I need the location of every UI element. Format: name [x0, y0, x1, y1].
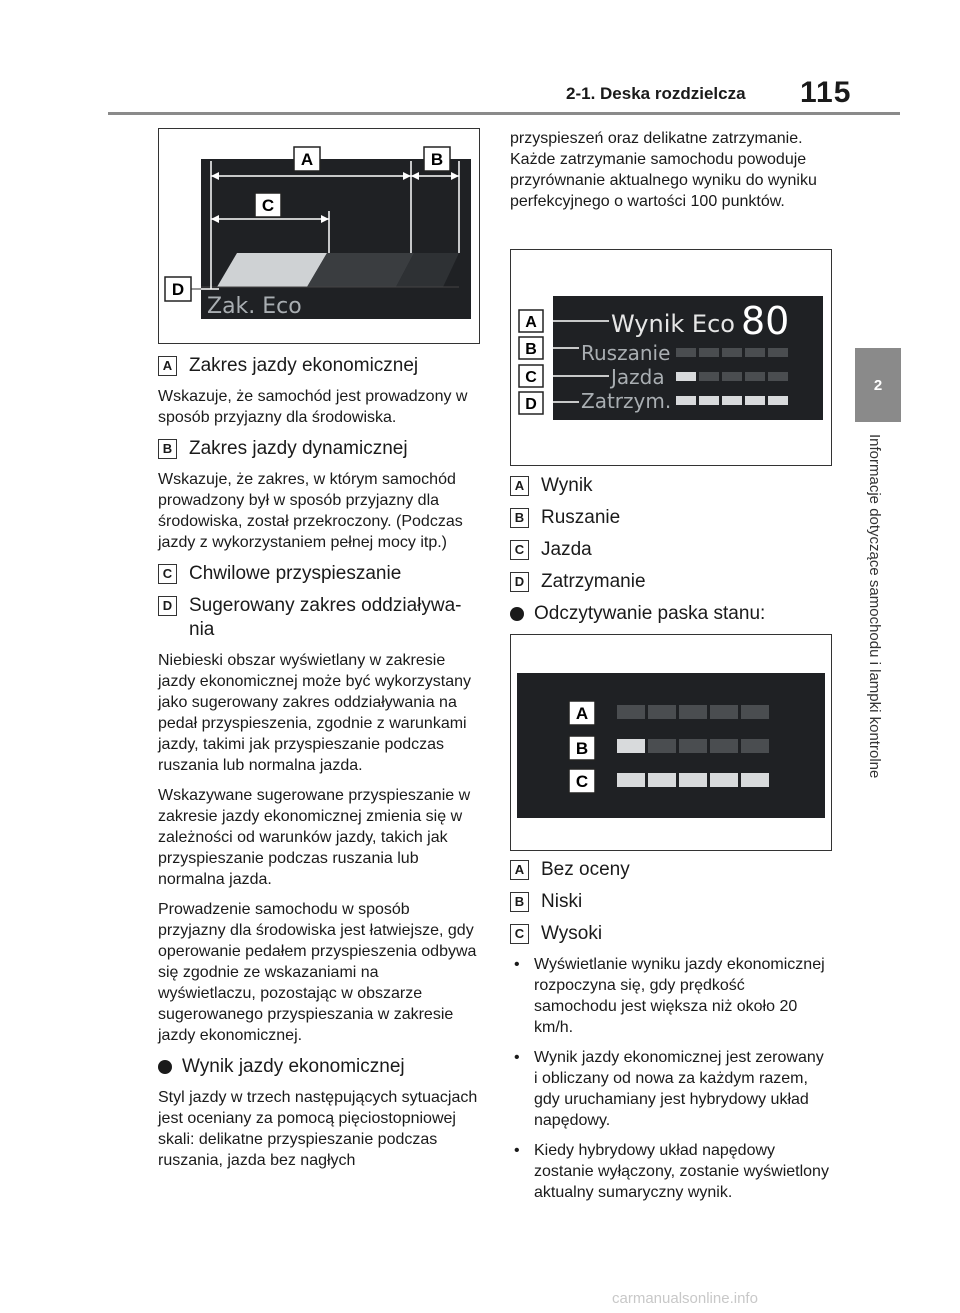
level-segment	[676, 372, 696, 381]
letter-box: A	[510, 476, 529, 496]
level-segment	[699, 348, 719, 357]
fig2-callout-c	[519, 365, 543, 387]
fig3-callout-c	[569, 769, 595, 793]
chapter-tab: 2	[855, 348, 901, 422]
label-a	[510, 474, 830, 498]
chapter-title: Informacje dotyczące samochodu i lampki kontrolne	[866, 434, 883, 779]
list-marker: •	[514, 1142, 520, 1159]
bullet-dot-icon	[510, 607, 524, 621]
bullet-title: Wynik jazdy ekonomicznej	[182, 1056, 405, 1077]
label-text: Jazda	[541, 539, 592, 560]
svg-text:D: D	[171, 280, 185, 299]
fig3-callout-a	[569, 701, 595, 725]
fig2-callout-b	[519, 337, 543, 359]
list-marker: •	[514, 1049, 520, 1066]
paragraph: przyspieszeń oraz delikatne zatrzymanie. Każde zatrzymanie samochodu powoduje przyrównanie aktualnego wyniku do wyniku perfekcyjnego o wartości 100 punktów.	[510, 130, 817, 210]
label-d	[158, 594, 478, 642]
level-segment	[768, 372, 788, 381]
label-text: Wynik	[541, 475, 593, 496]
right-intro	[510, 128, 830, 221]
list-text: Wynik jazdy ekonomicznej jest zerowany i obliczany od nowa za każdym razem, gdy uruchamiany jest hybrydowy układ napędowy.	[534, 1049, 824, 1129]
fig3-bars	[617, 705, 769, 787]
label-b	[158, 437, 478, 461]
letter-box: B	[510, 892, 529, 912]
label-text: Ruszanie	[541, 507, 621, 528]
section-bullet	[158, 1055, 478, 1079]
letter-box: D	[158, 596, 177, 616]
watermark: carmanualsonline.info	[612, 1290, 758, 1307]
label-c	[510, 922, 830, 946]
paragraph: Prowadzenie samochodu w sposób przyjazny dla środowiska jest łatwiejsze, gdy operowanie pedałem przyspieszenia odbywa się zgodnie ze wskazaniami na wyświetlaczu, pozostając w obszarze sugerowanego przyspieszania w zakresie jazdy ekonomicznej.	[158, 901, 477, 1044]
level-segment	[722, 372, 742, 381]
level-segment	[710, 705, 738, 719]
level-segment	[741, 705, 769, 719]
section-bullet	[510, 602, 830, 626]
label-text: Wysoki	[541, 923, 603, 944]
svg-text:C: C	[575, 772, 589, 791]
list-text: Kiedy hybrydowy układ napędowy zostanie wyłączony, zostanie wyświetlony aktualny sumaryczny wynik.	[534, 1142, 829, 1201]
svg-text:A: A	[300, 150, 314, 169]
svg-text:A: A	[575, 704, 589, 723]
level-segment	[699, 396, 719, 405]
level-segment	[710, 739, 738, 753]
level-segment	[722, 396, 742, 405]
letter-box: C	[510, 540, 529, 560]
header-rule	[108, 112, 900, 115]
level-segment	[722, 348, 742, 357]
level-segment	[617, 739, 645, 753]
svg-text:B: B	[575, 739, 589, 758]
svg-text:A: A	[525, 314, 537, 331]
level-segment	[745, 396, 765, 405]
label-a	[510, 858, 830, 882]
letter-box: A	[510, 860, 529, 880]
paragraph: Wskazuje, że zakres, w którym samochód prowadzony był w sposób przyjazny dla środowiska, został przekroczony. (Podczas jazdy z wykorzystaniem pełnej mocy itp.)	[158, 471, 463, 551]
figure-eco-zone	[158, 128, 480, 344]
paragraph: Wskazywane sugerowane przyspieszanie w zakresie jazdy ekonomicznej zmienia się w zależności od warunków jazdy, takich jak przyspieszanie podczas ruszania lub normalna jazda.	[158, 787, 471, 888]
fig1-callout-b	[424, 147, 450, 171]
right-bottom	[510, 858, 830, 1212]
letter-box: B	[510, 508, 529, 528]
eco-zone-illustration	[159, 129, 479, 343]
svg-text:B: B	[430, 150, 444, 169]
section-title: 2-1. Deska rozdzielcza	[566, 84, 746, 103]
level-segment	[745, 348, 765, 357]
paragraph: Styl jazdy w trzech następujących sytuacjach jest oceniany za pomocą pięciostopniowej skali: delikatne przyspieszanie podczas ruszania, jazda bez nagłych	[158, 1089, 478, 1169]
fig1-callout-a	[294, 147, 320, 171]
list-text: Wyświetlanie wyniku jazdy ekonomicznej rozpoczyna się, gdy prędkość samochodu jest większa niż około 20 km/h.	[534, 956, 825, 1036]
level-segment	[699, 372, 719, 381]
paragraph: Niebieski obszar wyświetlany w zakresie jazdy ekonomicznej może być wykorzystany jako sugerowany zakres oddziaływania na pedał przyspieszenia, zgodnie z warunkami jazdy, takimi jak przyspieszanie podczas ruszania lub normalna jazda.	[158, 652, 472, 774]
page-number: 115	[800, 76, 852, 109]
right-middle	[510, 474, 830, 634]
level-segment	[741, 739, 769, 753]
svg-text:C: C	[525, 369, 537, 386]
label-text: Zatrzymanie	[541, 571, 646, 592]
level-segment	[617, 705, 645, 719]
paragraph: Wskazuje, że samochód jest prowadzony w sposób przyjazny dla środowiska.	[158, 388, 468, 426]
row-label-drive: Jazda	[611, 365, 665, 389]
eco-zone-screen-text: Zak. Eco	[207, 294, 302, 319]
status-bar-illustration	[511, 635, 831, 850]
level-segment	[648, 739, 676, 753]
fig2-bars	[676, 348, 788, 405]
level-segment	[617, 773, 645, 787]
figure-eco-score	[510, 249, 832, 466]
level-segment	[745, 372, 765, 381]
label-text: Chwilowe przyspieszanie	[189, 563, 402, 584]
figure-status-bar	[510, 634, 832, 851]
label-d	[510, 570, 830, 594]
row-label-start: Ruszanie	[581, 341, 671, 365]
label-a	[158, 354, 478, 378]
level-segment	[676, 396, 696, 405]
svg-text:D: D	[525, 396, 537, 413]
label-c	[510, 538, 830, 562]
bullet-dot-icon	[158, 1060, 172, 1074]
label-b	[510, 506, 830, 530]
letter-box: D	[510, 572, 529, 592]
label-text: Sugerowany zakres oddziaływania	[189, 595, 462, 640]
fig2-callout-d	[519, 392, 543, 414]
fig2-callout-a	[519, 310, 543, 332]
eco-score-illustration	[511, 250, 831, 465]
label-text: Bez oceny	[541, 859, 630, 880]
level-segment	[679, 739, 707, 753]
level-segment	[679, 705, 707, 719]
level-segment	[679, 773, 707, 787]
level-segment	[710, 773, 738, 787]
label-text: Zakres jazdy ekonomicznej	[189, 355, 419, 376]
level-segment	[676, 348, 696, 357]
list-marker: •	[514, 956, 520, 973]
svg-text:B: B	[525, 341, 537, 358]
score-value: 80	[741, 299, 790, 343]
letter-box: A	[158, 356, 177, 376]
fig1-callout-d	[165, 277, 191, 301]
level-segment	[768, 348, 788, 357]
svg-text:C: C	[261, 196, 275, 215]
level-segment	[768, 396, 788, 405]
score-label: Wynik Eco	[611, 310, 735, 338]
level-segment	[741, 773, 769, 787]
letter-box: C	[158, 564, 177, 584]
label-c	[158, 562, 478, 586]
bullet-title: Odczytywanie paska stanu:	[534, 603, 766, 624]
label-text: Zakres jazdy dynamicznej	[189, 438, 408, 459]
list-item	[510, 1140, 830, 1203]
fig3-callout-b	[569, 736, 595, 760]
left-column	[158, 354, 478, 1180]
fig1-callout-c	[255, 193, 281, 217]
list-item	[510, 1047, 830, 1131]
label-text: Niski	[541, 891, 583, 912]
letter-box: C	[510, 924, 529, 944]
letter-box: B	[158, 439, 177, 459]
label-b	[510, 890, 830, 914]
level-segment	[648, 773, 676, 787]
list-item	[510, 954, 830, 1038]
row-label-stop: Zatrzym.	[581, 389, 672, 413]
level-segment	[648, 705, 676, 719]
